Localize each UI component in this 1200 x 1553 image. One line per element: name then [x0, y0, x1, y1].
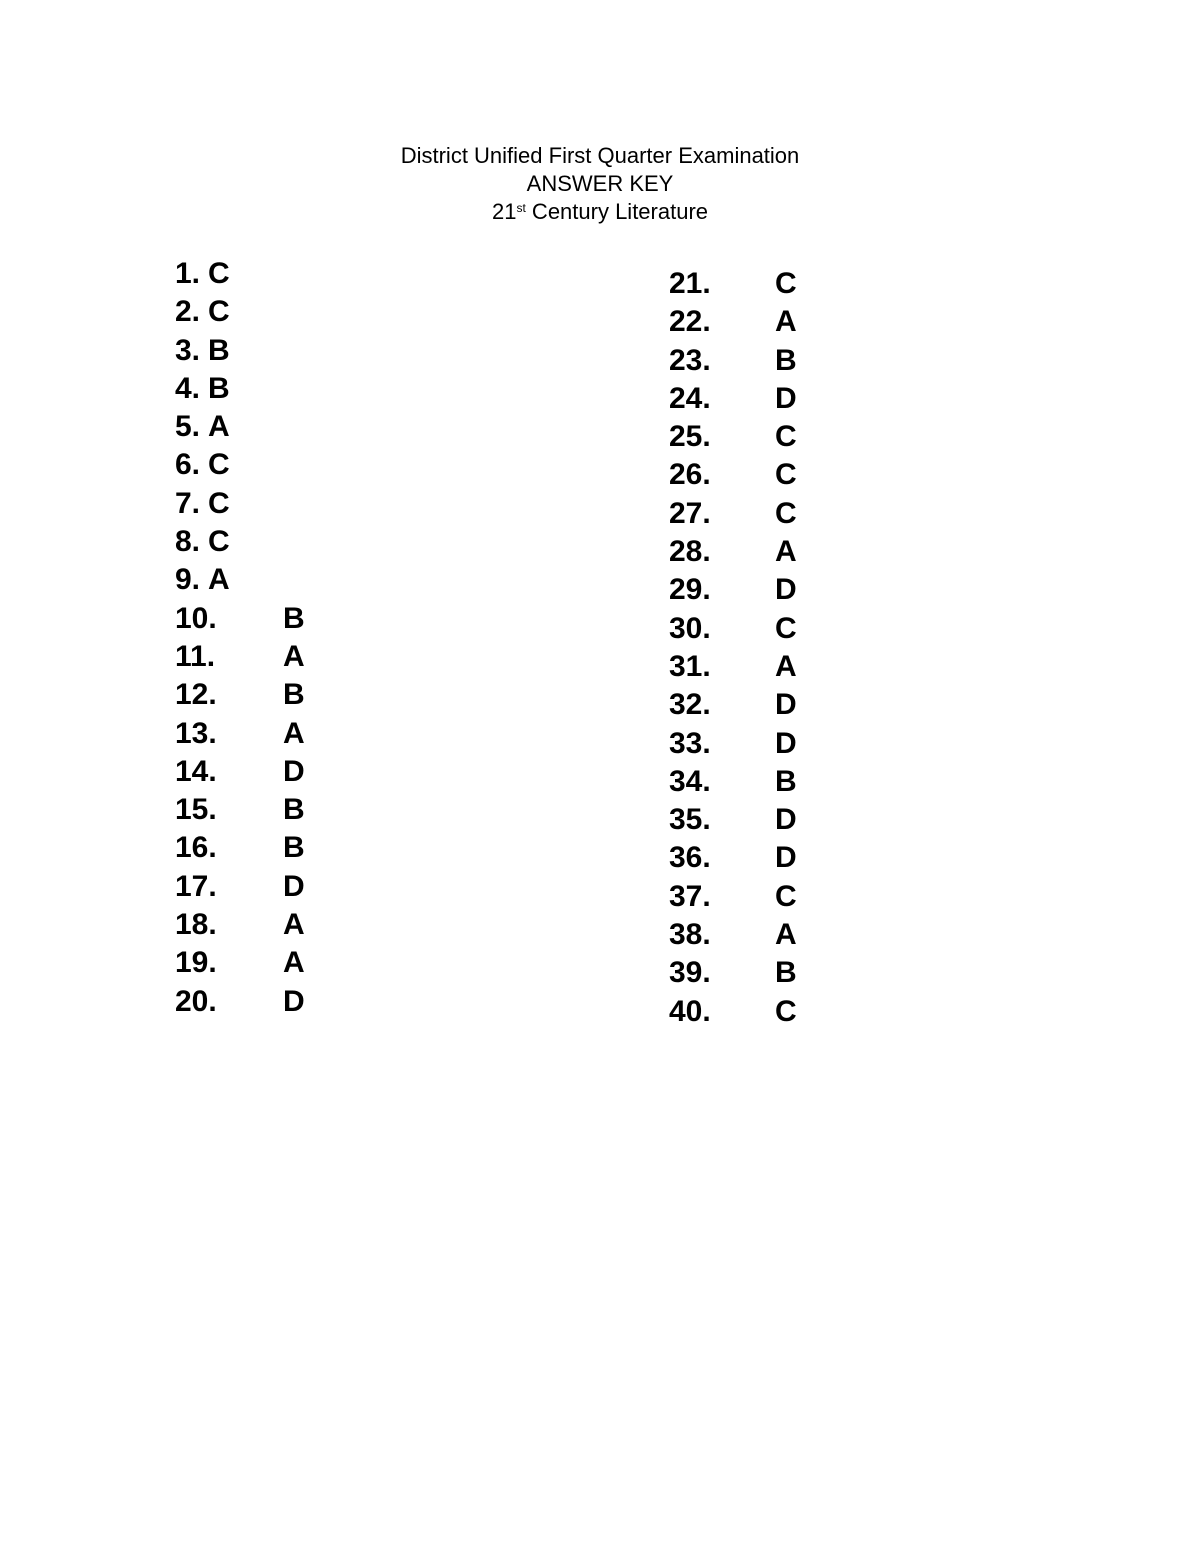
document-header	[0, 142, 1200, 226]
question-number: 7.	[175, 486, 201, 520]
answer-row	[175, 676, 305, 714]
question-number: 31.	[669, 649, 711, 683]
question-number: 36.	[669, 841, 711, 875]
answer-row	[669, 342, 797, 380]
answer-row	[175, 906, 305, 944]
answer-row	[669, 418, 797, 456]
answer-letter: D	[775, 803, 797, 837]
answer-letter: D	[283, 869, 305, 903]
answer-letter: D	[775, 726, 797, 760]
answer-letter: A	[283, 908, 305, 942]
answer-row	[175, 600, 305, 638]
question-number: 4.	[175, 371, 201, 405]
question-number: 27.	[669, 496, 711, 530]
answer-letter: C	[208, 448, 230, 482]
question-number: 25.	[669, 420, 711, 454]
answer-letter: C	[775, 420, 797, 454]
answer-letter: C	[775, 458, 797, 492]
answer-row	[669, 303, 797, 341]
question-number: 13.	[175, 716, 217, 750]
answer-row	[175, 791, 305, 829]
answer-row	[669, 456, 797, 494]
answer-row	[669, 610, 797, 648]
question-number: 33.	[669, 726, 711, 760]
answer-row	[175, 446, 305, 484]
question-number: 34.	[669, 764, 711, 798]
answer-row	[669, 839, 797, 877]
answer-row	[669, 878, 797, 916]
answer-column-right	[669, 265, 797, 1031]
answer-row	[175, 561, 305, 599]
answer-letter: B	[208, 333, 230, 367]
answer-letter: B	[283, 793, 305, 827]
question-number: 8.	[175, 525, 201, 559]
answer-row	[669, 763, 797, 801]
answer-row	[669, 265, 797, 303]
answer-letter: C	[775, 611, 797, 645]
answer-letter: C	[775, 879, 797, 913]
question-number: 28.	[669, 535, 711, 569]
answer-row	[669, 571, 797, 609]
answer-letter: A	[775, 535, 797, 569]
answer-row	[669, 993, 797, 1031]
answer-letter: A	[283, 639, 305, 673]
question-number: 29.	[669, 573, 711, 607]
answer-row	[175, 944, 305, 982]
answer-letter: A	[208, 410, 230, 444]
answer-row	[175, 523, 305, 561]
question-number: 17.	[175, 869, 217, 903]
answer-letter: A	[283, 716, 305, 750]
question-number: 14.	[175, 754, 217, 788]
question-number: 32.	[669, 688, 711, 722]
answer-letter: D	[775, 381, 797, 415]
question-number: 40.	[669, 994, 711, 1028]
answer-letter: A	[775, 649, 797, 683]
question-number: 18.	[175, 908, 217, 942]
answer-letter: C	[775, 267, 797, 300]
answer-column-left	[175, 255, 305, 1021]
answer-row	[175, 983, 305, 1021]
question-number: 3.	[175, 333, 201, 367]
answer-letter: C	[775, 496, 797, 530]
question-number: 38.	[669, 918, 711, 952]
question-number: 24.	[669, 381, 711, 415]
answer-row	[669, 380, 797, 418]
question-number: 20.	[175, 984, 217, 1018]
question-number: 39.	[669, 956, 711, 990]
answer-row	[175, 638, 305, 676]
answer-letter: B	[775, 764, 797, 798]
answer-row	[669, 686, 797, 724]
answer-letter: D	[283, 984, 305, 1018]
answer-row	[669, 916, 797, 954]
answer-row	[175, 753, 305, 791]
answer-row	[175, 370, 305, 408]
question-number: 11.	[175, 639, 216, 673]
question-number: 35.	[669, 803, 711, 837]
answer-row	[175, 829, 305, 867]
answer-row	[175, 485, 305, 523]
answer-letter: B	[775, 956, 797, 990]
question-number: 9.	[175, 563, 201, 597]
answer-letter: B	[283, 678, 305, 712]
question-number: 22.	[669, 305, 711, 339]
question-number: 2.	[175, 295, 201, 329]
answer-letter: D	[775, 841, 797, 875]
answer-letter: A	[775, 305, 797, 339]
question-number: 26.	[669, 458, 711, 492]
answer-row	[669, 648, 797, 686]
answer-letter: D	[775, 688, 797, 722]
answer-row	[175, 868, 305, 906]
answer-row	[175, 715, 305, 753]
answer-row	[175, 255, 305, 293]
answer-letter: A	[775, 918, 797, 952]
question-number: 19.	[175, 946, 217, 980]
answer-letter: B	[283, 601, 305, 635]
answer-letter: B	[208, 371, 230, 405]
answer-row	[175, 332, 305, 370]
question-number: 37.	[669, 879, 711, 913]
answer-row	[669, 725, 797, 763]
answer-row	[669, 801, 797, 839]
answer-letter: D	[283, 754, 305, 788]
subject-title	[0, 198, 1200, 226]
subject-ordinal-suffix: st	[516, 201, 526, 215]
question-number: 23.	[669, 343, 711, 377]
question-number: 5.	[175, 410, 201, 444]
question-number: 16.	[175, 831, 217, 865]
answer-letter: C	[208, 525, 230, 559]
subject-number: 21	[491, 199, 517, 224]
answer-letter: C	[775, 994, 797, 1028]
question-number: 6.	[175, 448, 201, 482]
answer-key-heading: ANSWER KEY	[526, 171, 674, 196]
answer-row	[669, 533, 797, 571]
subject-name: Century Literature	[525, 199, 709, 224]
answer-letter: A	[283, 946, 305, 980]
question-number: 1.	[175, 257, 201, 290]
answer-letter: D	[775, 573, 797, 607]
question-number: 15.	[175, 793, 217, 827]
question-number: 12.	[175, 678, 217, 712]
question-number: 30.	[669, 611, 711, 645]
answer-letter: C	[208, 295, 230, 329]
answer-letter: B	[775, 343, 797, 377]
answer-row	[669, 954, 797, 992]
exam-title: District Unified First Quarter Examination	[400, 143, 800, 168]
answer-letter: C	[208, 486, 230, 520]
answer-letter: A	[208, 563, 230, 597]
question-number: 10.	[175, 601, 217, 635]
answer-row	[175, 293, 305, 331]
answer-row	[669, 495, 797, 533]
answer-letter: B	[283, 831, 305, 865]
answer-letter: C	[208, 257, 230, 290]
answer-row	[175, 408, 305, 446]
question-number: 21.	[669, 267, 711, 300]
